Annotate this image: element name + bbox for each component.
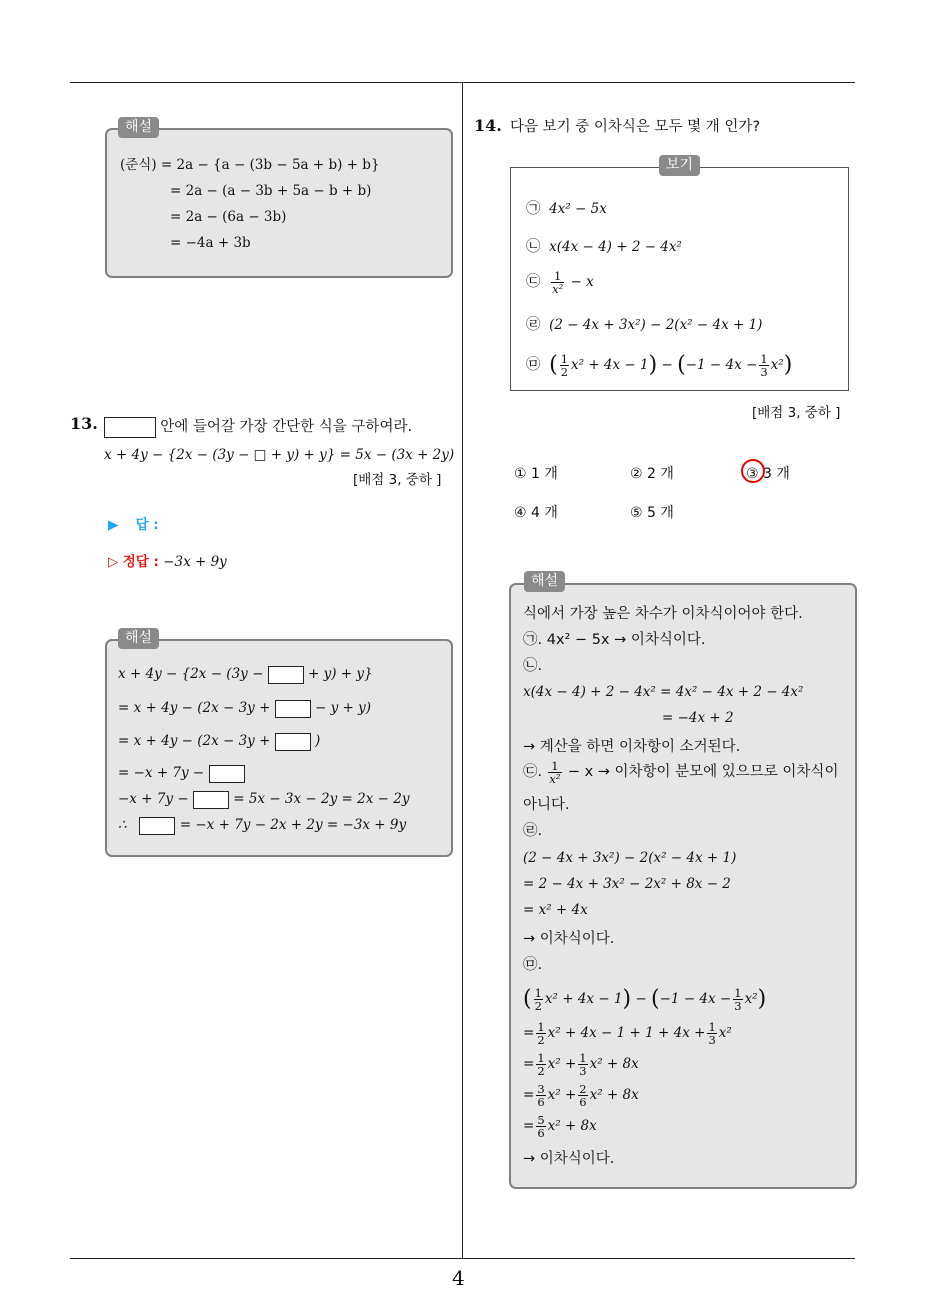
sol14-s3: ㉡. <box>523 658 543 674</box>
s13-l2a: = x + 4y − (2x − 3y + <box>118 700 271 716</box>
s17c: x² + 8x <box>589 1056 639 1072</box>
s13-l6b: = −x + 7y − 2x + 2y = −3x + 9y <box>179 817 407 833</box>
boki-item-e: ㉤ ( $\frac{1}{2}$ x² + 4x − 1) − (−1 − 4x − $\frac{1}{3}$ x²) <box>526 352 793 379</box>
sol14-s8: 아니다. <box>523 797 570 813</box>
sol14-s20: → 이차식이다. <box>523 1151 615 1167</box>
frac-den: 3 <box>760 365 768 379</box>
sol14-s19 <box>523 1114 597 1139</box>
choice-3[interactable]: ③ 3 개 <box>746 466 790 482</box>
question-13-prompt: 안에 들어갈 가장 간단한 식을 구하여라. <box>160 419 413 435</box>
sol14-s14: ㉤. <box>523 957 543 973</box>
frac-den: 3 <box>734 999 742 1013</box>
s19a: = <box>523 1118 535 1134</box>
s18c: x² + 8x <box>589 1087 639 1103</box>
expr-a: 4x² − 5x <box>549 201 607 217</box>
fraction <box>578 1052 587 1077</box>
s13-l2b: − y + y) <box>315 700 372 716</box>
solution-13-line-4 <box>118 764 245 783</box>
solution-12-line-2: = 2a − (a − 3b + 5a − b + b) <box>170 183 372 199</box>
question-13-equation: x + 4y − {2x − (3y − □ + y) + y} = 5x − (3x + 2y) <box>104 447 455 463</box>
frac-den: 2 <box>534 999 542 1013</box>
frac-den: 6 <box>579 1095 587 1109</box>
answer-label: 답 : <box>135 517 159 533</box>
s15b: − <box>635 991 647 1007</box>
expr-b: x(4x − 4) + 2 − 4x² <box>549 239 682 255</box>
mark-e: ㉤ <box>526 357 541 373</box>
selected-answer-circle <box>741 459 765 483</box>
solution-13-line-6 <box>118 816 406 835</box>
s15c: −1 − 4x − <box>659 991 732 1007</box>
fraction-c <box>551 270 564 295</box>
solution-13-line-3 <box>118 732 320 751</box>
fraction-e2 <box>759 353 768 378</box>
s7-mark: ㉢. <box>523 764 543 780</box>
solution-12-line-4: = −4a + 3b <box>170 235 251 251</box>
boki-tag: 보기 <box>659 155 700 176</box>
correct-answer-label: 정답 : <box>122 554 159 570</box>
solution-box-12 <box>105 128 453 278</box>
question-14-number: 14. <box>474 116 502 135</box>
mark-d: ㉣ <box>526 317 541 333</box>
frac-num: 1 <box>548 760 561 773</box>
answer-row <box>108 516 159 534</box>
s17b: x² + <box>547 1056 577 1072</box>
sol14-s1: 식에서 가장 높은 차수가 이차식이어야 한다. <box>523 606 803 622</box>
solution-tag-13: 해설 <box>118 628 159 649</box>
frac-num: 1 <box>560 352 569 366</box>
frac-den: 2 <box>537 1064 545 1078</box>
fraction <box>536 1083 545 1108</box>
fraction <box>707 1021 716 1046</box>
blank-box <box>193 791 229 809</box>
column-divider <box>462 83 463 1258</box>
frac-num: 1 <box>537 1020 545 1034</box>
s13-l5b: = 5x − 3x − 2y = 2x − 2y <box>233 791 410 807</box>
boki-item-a <box>526 200 607 218</box>
s18b: x² + <box>547 1087 577 1103</box>
frac-den: 3 <box>579 1064 587 1078</box>
solution-12-line-1: (준식) = 2a − {a − (3b − 5a + b) + b} <box>120 157 380 173</box>
correct-answer-row <box>108 553 227 571</box>
frac-num: 3 <box>537 1082 545 1096</box>
frac-den: 3 <box>708 1033 716 1047</box>
sol14-s17 <box>523 1052 639 1077</box>
sol14-s15: ( $\frac{1}{2}$ x² + 4x − 1) − (−1 − 4x − $\frac{1}{3}$ x²) <box>523 986 767 1013</box>
frac-den: 6 <box>537 1126 545 1140</box>
s13-l6a: ∴ <box>118 817 127 833</box>
sol14-s12: = x² + 4x <box>523 902 588 918</box>
mark-c: ㉢ <box>526 274 541 290</box>
s18a: = <box>523 1087 535 1103</box>
fraction <box>733 987 742 1012</box>
sol14-s4: x(4x − 4) + 2 − 4x² = 4x² − 4x + 2 − 4x² <box>523 684 804 700</box>
s15a: x² + 4x − 1 <box>544 991 623 1007</box>
sol14-s7 <box>523 760 838 785</box>
frac-num: 1 <box>734 986 742 1000</box>
fraction <box>536 1114 545 1139</box>
expr-d: (2 − 4x + 3x²) − 2(x² − 4x + 1) <box>549 317 763 333</box>
blank-box <box>275 733 311 751</box>
fraction-s7 <box>548 760 561 785</box>
frac-num: 1 <box>579 1051 587 1065</box>
sol14-s13: → 이차식이다. <box>523 931 615 947</box>
page-number: 4 <box>452 1266 465 1290</box>
expr-e3: x² <box>770 357 784 373</box>
expr-c: − x <box>570 274 594 290</box>
sol14-s2: ㉠. 4x² − 5x → 이차식이다. <box>523 632 706 648</box>
frac-den: 2 <box>537 1033 545 1047</box>
s13-l3b: ) <box>315 733 321 749</box>
s13-l1b: + y) + y} <box>307 666 373 682</box>
hollow-triangle-icon: ▷ <box>108 554 119 570</box>
fraction-e1 <box>560 353 569 378</box>
frac-num: 1 <box>537 1051 545 1065</box>
correct-answer-value: −3x + 9y <box>163 554 227 570</box>
s15d: x² <box>744 991 758 1007</box>
s13-l3a: = x + 4y − (2x − 3y + <box>118 733 271 749</box>
question-14-text: 다음 보기 중 이차식은 모두 몇 개 인가? <box>510 119 761 135</box>
frac-num: 1 <box>760 352 768 366</box>
sol14-s6: → 계산을 하면 이차항이 소거된다. <box>523 739 741 755</box>
frac-den: 2 <box>560 365 569 379</box>
sol14-s9: ㉣. <box>523 823 543 839</box>
s7-text: − x → 이차항이 분모에 있으므로 이차식이 <box>567 764 839 780</box>
s13-l1a: x + 4y − {2x − (3y − <box>118 666 264 682</box>
fraction <box>536 1052 545 1077</box>
bottom-rule <box>70 1258 855 1259</box>
expr-e2: −1 − 4x − <box>685 357 758 373</box>
frac-den: x² <box>549 772 561 786</box>
choice-1[interactable]: ① 1 개 <box>514 466 558 482</box>
fraction <box>534 987 543 1012</box>
frac-den: 6 <box>537 1095 545 1109</box>
fraction <box>536 1021 545 1046</box>
expr-e-minus: − <box>661 357 673 373</box>
fraction <box>578 1083 587 1108</box>
blank-box <box>268 666 304 684</box>
expr-e1: x² + 4x − 1 <box>571 357 649 373</box>
frac-den: x² <box>552 282 564 296</box>
s19b: x² + 8x <box>547 1118 597 1134</box>
s13-l5a: −x + 7y − <box>118 791 189 807</box>
question-14-score: [배점 3, 중하 ] <box>752 405 841 421</box>
answer-blank-box <box>104 417 156 438</box>
boki-item-c <box>526 270 594 295</box>
question-13-text <box>104 417 412 438</box>
frac-num: 2 <box>579 1082 587 1096</box>
solution-13-line-2 <box>118 699 371 718</box>
blank-box <box>209 765 245 783</box>
s16c: x² <box>718 1025 732 1041</box>
solution-tag-14: 해설 <box>524 571 565 592</box>
s16a: = <box>523 1025 535 1041</box>
solution-12-line-3: = 2a − (6a − 3b) <box>170 209 287 225</box>
blank-box <box>275 700 311 718</box>
s17a: = <box>523 1056 535 1072</box>
solution-13-line-1 <box>118 665 373 684</box>
boki-item-d <box>526 316 762 334</box>
play-icon: ▶ <box>108 517 119 533</box>
sol14-s16 <box>523 1021 732 1046</box>
choice-4[interactable]: ④ 4 개 <box>514 505 558 521</box>
s13-l4a: = −x + 7y − <box>118 765 205 781</box>
sol14-s18 <box>523 1083 639 1108</box>
frac-num: 1 <box>708 1020 716 1034</box>
solution-13-line-5 <box>118 790 409 809</box>
choice-5[interactable]: ⑤ 5 개 <box>630 505 674 521</box>
frac-num: 1 <box>551 270 564 283</box>
question-13-score: [배점 3, 중하 ] <box>353 472 442 488</box>
question-13-number: 13. <box>70 414 98 433</box>
boki-item-b <box>526 238 682 256</box>
blank-box <box>139 817 175 835</box>
s16b: x² + 4x − 1 + 1 + 4x + <box>547 1025 706 1041</box>
choice-2[interactable]: ② 2 개 <box>630 466 674 482</box>
mark-a: ㉠ <box>526 201 541 217</box>
frac-num: 1 <box>534 986 542 1000</box>
sol14-s11: = 2 − 4x + 3x² − 2x² + 8x − 2 <box>523 876 731 892</box>
frac-num: 5 <box>537 1113 545 1127</box>
sol14-s5: = −4x + 2 <box>662 710 734 726</box>
solution-tag-12: 해설 <box>118 117 159 138</box>
mark-b: ㉡ <box>526 239 541 255</box>
sol14-s10: (2 − 4x + 3x²) − 2(x² − 4x + 1) <box>523 850 737 866</box>
